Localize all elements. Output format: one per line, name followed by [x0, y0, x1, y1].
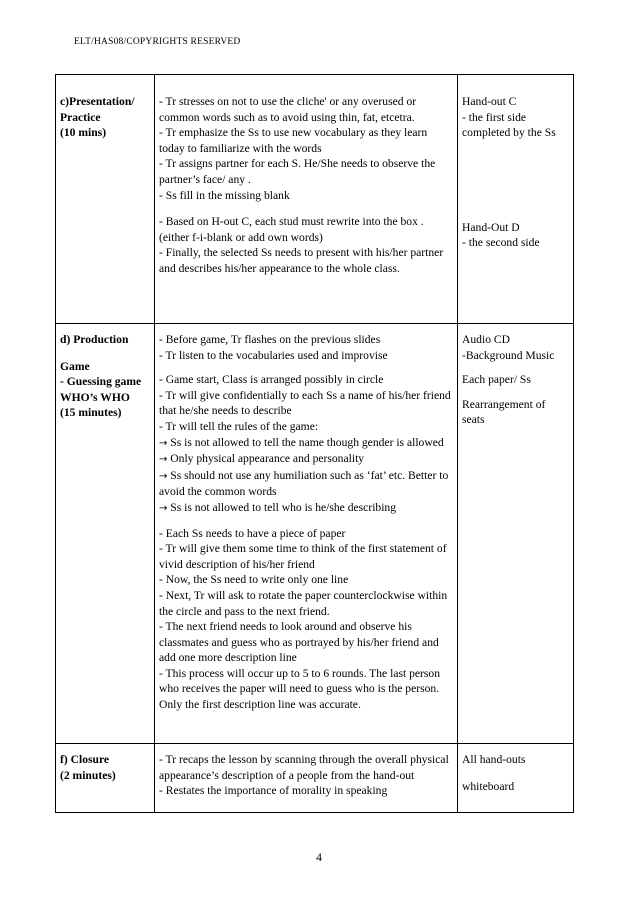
lesson-plan-table — [55, 74, 574, 813]
table-row — [56, 75, 574, 324]
procedure-line: - Tr will give confidentially to each Ss a name of his/her friend that he/she needs to describe — [159, 388, 451, 418]
material-item: All hand-outs — [462, 753, 526, 766]
stage-label: Practice — [60, 110, 101, 124]
rule-line: → Ss is not allowed to tell who is he/she describing — [159, 500, 397, 514]
procedure-line: - Tr assigns partner for each S. He/She needs to observe the partner’s face/ any . — [159, 157, 436, 186]
procedure-line: - Tr will tell the rules of the game: — [159, 419, 319, 433]
material-item: Hand-out C — [462, 95, 517, 108]
material-item: Audio CD — [462, 333, 510, 346]
arrow-right-icon: → — [159, 502, 168, 514]
procedure-line: - Based on H-out C, each stud must rewrite into the box . (either f-i-blank or add own words) — [159, 215, 424, 244]
rule-line: → Ss should not use any humiliation such as ‘fat’ etc. Better to avoid the common words — [159, 468, 449, 499]
stage-duration: (2 minutes) — [60, 768, 116, 782]
procedure-line: - This process will occur up to 5 to 6 rounds. The last person who receives the paper will need to guess who is the person. Only the first description line was accurate. — [159, 666, 441, 712]
rule-line: → Ss is not allowed to tell the name though gender is allowed — [159, 435, 444, 449]
materials-cell — [458, 324, 574, 744]
procedure-line: - Tr listen to the vocabularies used and improvise — [159, 348, 388, 362]
procedure-line: - Finally, the selected Ss needs to present with his/her partner and describes his/her appearance to the whole class. — [159, 246, 444, 275]
material-item: - the second side — [462, 236, 540, 250]
procedure-line: - Tr stresses on not to use the cliche' or any overused or common words such as to avoid using thin, fat, etcetra. — [159, 95, 417, 124]
table-row — [56, 324, 574, 744]
material-item: -Background Music — [462, 348, 555, 362]
materials-cell — [458, 75, 574, 324]
stage-cell — [56, 324, 155, 744]
materials-cell — [458, 744, 574, 813]
procedure-line: - Ss fill in the missing blank — [159, 188, 290, 202]
stage-cell — [56, 744, 155, 813]
arrow-right-icon: → — [159, 437, 168, 449]
procedure-line: - Restates the importance of morality in speaking — [159, 784, 388, 798]
procedure-line: - Tr emphasize the Ss to use new vocabulary as they learn today to familiarize with the words — [159, 126, 428, 155]
material-item: Rearrangement of seats — [462, 397, 546, 427]
procedure-cell — [155, 744, 458, 813]
material-item: Each paper/ Ss — [462, 373, 531, 387]
procedure-line: - Tr will give them some time to think of the first statement of vivid description of his/her friend — [159, 542, 447, 571]
procedure-cell — [155, 324, 458, 744]
material-item: whiteboard — [462, 779, 515, 793]
stage-label: - Guessing game — [60, 375, 142, 389]
stage-duration: (15 minutes) — [60, 406, 122, 420]
arrow-right-icon: → — [159, 470, 168, 482]
procedure-line: - The next friend needs to look around and observe his classmates and guess who as portrayed by his/her friend and add one more description line — [159, 620, 439, 665]
stage-label: f) Closure — [60, 753, 110, 766]
procedure-line: - Tr recaps the lesson by scanning through the overall physical appearance’s description of a people from the hand-out — [159, 753, 449, 782]
procedure-line: - Before game, Tr flashes on the previous slides — [159, 333, 381, 346]
stage-label: WHO’s WHO — [60, 390, 130, 404]
procedure-line: - Game start, Class is arranged possibly in circle — [159, 373, 384, 387]
document-header: ELT/HAS08/COPYRIGHTS RESERVED — [74, 37, 241, 47]
stage-label: d) Production — [60, 333, 129, 346]
table-row — [56, 744, 574, 813]
arrow-right-icon: → — [159, 454, 168, 466]
stage-label: c)Presentation/ — [60, 95, 135, 108]
procedure-line: - Now, the Ss need to write only one line — [159, 573, 349, 587]
material-item: - the first side completed by the Ss — [462, 110, 556, 140]
procedure-line: - Next, Tr will ask to rotate the paper counterclockwise within the circle and pass to the next friend. — [159, 588, 448, 618]
procedure-cell — [155, 75, 458, 324]
stage-label: Game — [60, 359, 90, 373]
page-number: 4 — [316, 850, 322, 864]
material-item: Hand-Out D — [462, 220, 520, 234]
procedure-line: - Each Ss needs to have a piece of paper — [159, 526, 346, 540]
rule-line: → Only physical appearance and personality — [159, 452, 365, 466]
stage-cell — [56, 75, 155, 324]
stage-duration: (10 mins) — [60, 126, 107, 140]
